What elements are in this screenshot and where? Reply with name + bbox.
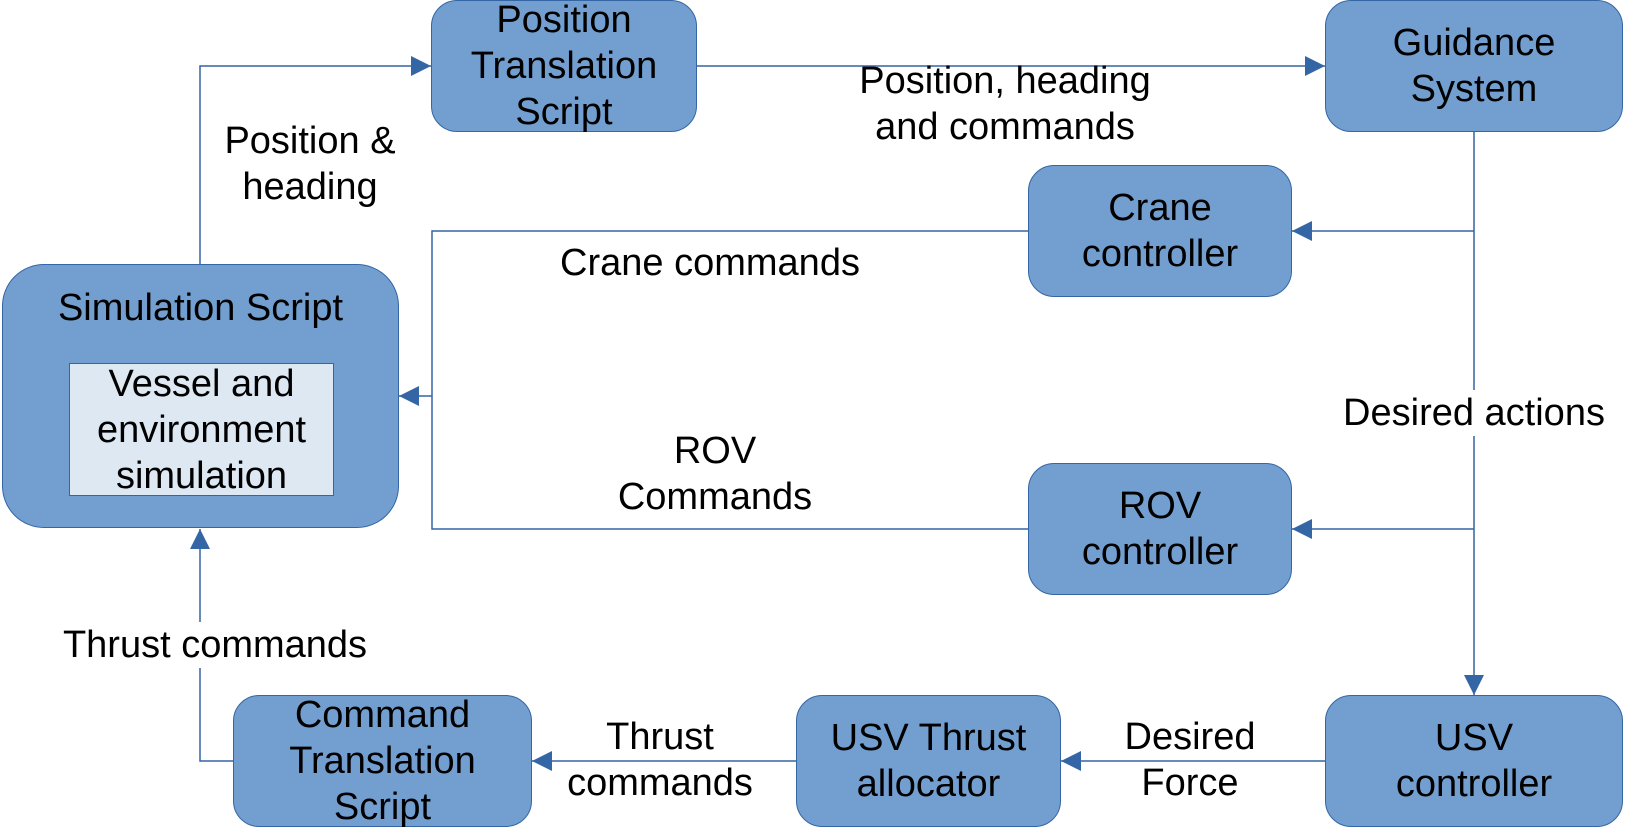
label-phc-line-2: and commands — [875, 106, 1135, 148]
label-rov-commands-line-2: Commands — [617, 476, 813, 518]
rov-line-2: controller — [1081, 531, 1239, 573]
command-translation-script-box — [233, 695, 532, 827]
label-crane-commands: Crane commands — [560, 242, 860, 284]
label-desired-force-line-2: Force — [1141, 762, 1239, 804]
position-translation-line-1: Position — [496, 0, 632, 41]
usv-controller-line-2: controller — [1395, 763, 1553, 805]
position-translation-line-3: Script — [515, 91, 613, 133]
crane-line-2: controller — [1081, 233, 1239, 275]
label-position-heading — [200, 118, 420, 210]
usv-controller-box — [1325, 695, 1623, 827]
simulation-script-title: Simulation Script — [57, 287, 344, 329]
label-thrust-commands-bottom — [550, 714, 770, 806]
sim-inner-line-2: environment — [96, 408, 307, 451]
command-translation-line-2: Translation — [289, 740, 476, 782]
label-position-heading-line-1: Position & — [224, 120, 396, 162]
vessel-environment-simulation-box — [69, 363, 334, 496]
sim-inner-line-3: simulation — [115, 454, 288, 497]
allocator-line-2: allocator — [856, 763, 1001, 805]
position-translation-script-box — [431, 0, 697, 132]
label-phc-line-1: Position, heading — [859, 60, 1151, 102]
label-desired-actions: Desired actions — [1325, 390, 1623, 436]
guidance-line-1: Guidance — [1392, 22, 1556, 64]
simulation-script-box — [2, 264, 399, 528]
usv-controller-line-1: USV — [1434, 717, 1514, 759]
allocator-line-1: USV Thrust — [830, 717, 1027, 759]
label-thrust-commands-left: Thrust commands — [40, 622, 390, 668]
sim-inner-line-1: Vessel and — [108, 362, 295, 405]
command-translation-line-3: Script — [333, 786, 432, 828]
label-thrust-bottom-line-1: Thrust — [606, 716, 714, 758]
label-rov-commands — [595, 428, 835, 520]
rov-controller-box — [1028, 463, 1292, 595]
label-desired-force — [1100, 714, 1280, 806]
label-thrust-bottom-line-2: commands — [567, 762, 753, 804]
guidance-line-2: System — [1410, 68, 1538, 110]
command-translation-line-1: Command — [294, 694, 471, 736]
rov-line-1: ROV — [1118, 485, 1202, 527]
label-desired-force-line-1: Desired — [1124, 716, 1256, 758]
label-position-heading-line-2: heading — [242, 166, 378, 208]
label-position-heading-commands — [835, 58, 1175, 150]
usv-thrust-allocator-box — [796, 695, 1061, 827]
crane-controller-box — [1028, 165, 1292, 297]
position-translation-line-2: Translation — [470, 45, 658, 87]
label-rov-commands-line-1: ROV — [673, 430, 757, 472]
crane-line-1: Crane — [1108, 187, 1212, 229]
guidance-system-box — [1325, 0, 1623, 132]
